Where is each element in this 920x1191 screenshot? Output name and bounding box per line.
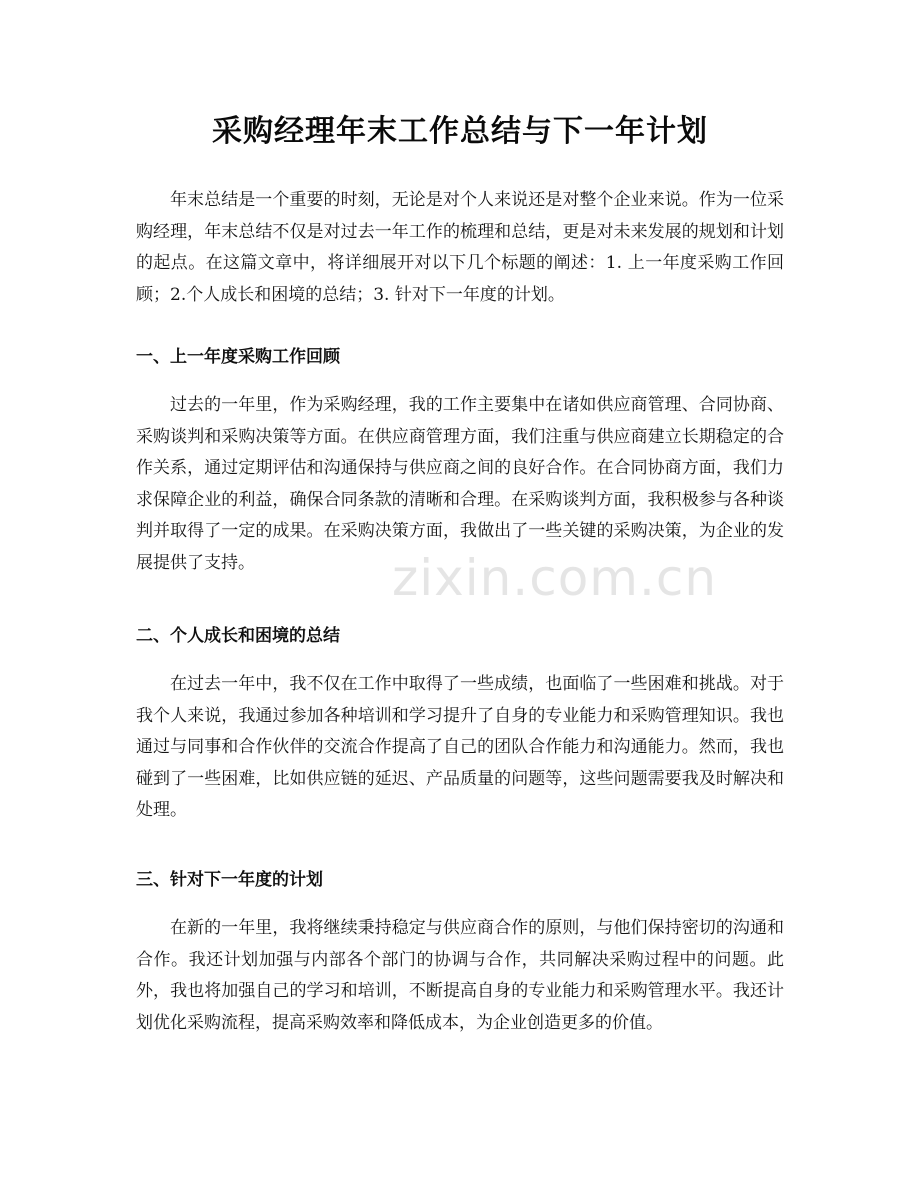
section-heading-growth: 二、个人成长和困境的总结	[136, 626, 340, 646]
section-heading-review: 一、上一年度采购工作回顾	[136, 347, 340, 367]
section-body-plan: 在新的一年里，我将继续秉持稳定与供应商合作的原则，与他们保持密切的沟通和合作。我还计划加强与内部各个部门的协调与合作，共同解决采购过程中的问题。此外，我也将加强自己的学习和培训，不断提高自身的专业能力和采购管理水平。我还计划优化采购流程，提高采购效率和降低成本，为企业创造更多的价值。	[136, 918, 784, 1033]
page-title: 采购经理年末工作总结与下一年计划	[212, 114, 708, 149]
section-body-review: 过去的一年里，作为采购经理，我的工作主要集中在诸如供应商管理、合同协商、采购谈判和采购决策等方面。在供应商管理方面，我们注重与供应商建立长期稳定的合作关系，通过定期评估和沟通保持与供应商之间的良好合作。在合同协商方面，我们力求保障企业的利益，确保合同条款的清晰和合理。在采购谈判方面，我积极参与各种谈判并取得了一定的成果。在采购决策方面，我做出了一些关键的采购决策，为企业的发展提供了支持。	[136, 395, 784, 573]
section-heading-plan: 三、针对下一年度的计划	[136, 870, 323, 890]
intro-paragraph: 年末总结是一个重要的时刻，无论是对个人来说还是对整个企业来说。作为一位采购经理，年末总结不仅是对过去一年工作的梳理和总结，更是对未来发展的规划和计划的起点。在这篇文章中，将详细展开对以下几个标题的阐述：1. 上一年度采购工作回顾；2.个人成长和困境的总结；3. 针对下一年度的计划。	[136, 190, 784, 305]
section-body-growth: 在过去一年中，我不仅在工作中取得了一些成绩，也面临了一些困难和挑战。对于我个人来说，我通过参加各种培训和学习提升了自身的专业能力和采购管理知识。我也通过与同事和合作伙伴的交流合作提高了自己的团队合作能力和沟通能力。然而，我也碰到了一些困难，比如供应链的延迟、产品质量的问题等，这些问题需要我及时解决和处理。	[136, 674, 784, 821]
watermark: zixin.com.cn	[392, 549, 718, 607]
